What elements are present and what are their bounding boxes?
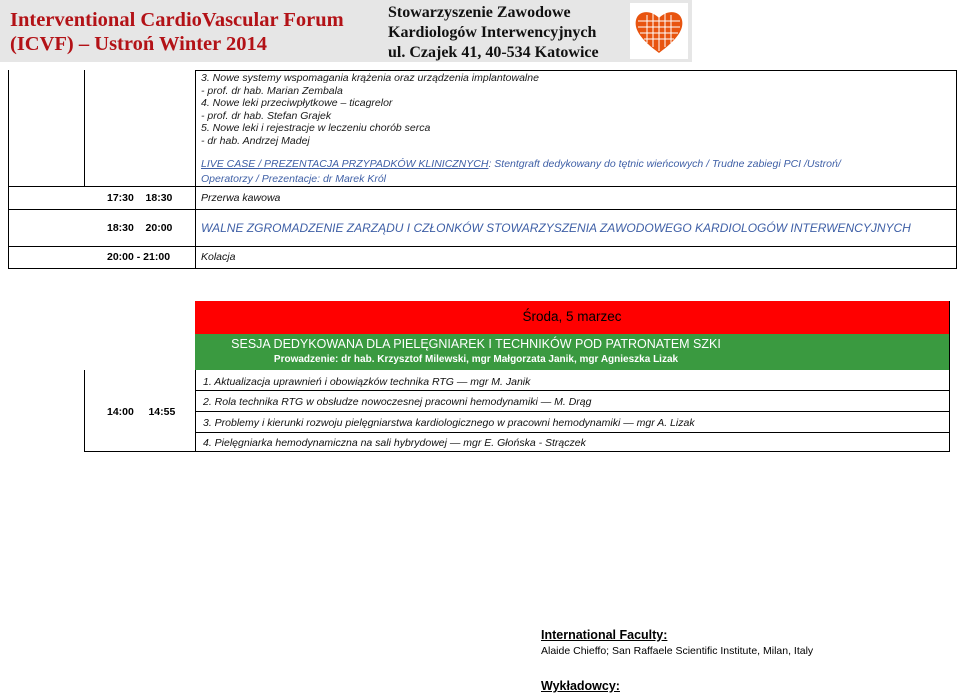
list-item: 5. Nowe leki i rejestracje w leczeniu chorób serca (201, 122, 431, 134)
org-line2: Kardiologów Interwencyjnych (388, 24, 597, 41)
event-title (10, 8, 344, 56)
list-item: - dr hab. Andrzej Madej (201, 134, 310, 147)
international-faculty-heading: International Faculty: (541, 628, 668, 642)
list-item: 3. Nowe systemy wspomagania krążenia oraz urządzenia implantowalne (201, 72, 539, 84)
organization-address (388, 3, 599, 63)
lecturers-heading: Wykładowcy: (541, 679, 620, 693)
session-chairs: Prowadzenie: dr hab. Krzysztof Milewski, mgr Małgorzata Janik, mgr Agnieszka Lizak (273, 354, 679, 365)
row-label: Przerwa kawowa (201, 192, 281, 204)
list-item: 4. Pielęgniarka hemodynamiczna na sali hybrydowej — mgr E. Głońska - Strączek (203, 437, 586, 449)
list-item: 3. Problemy i kierunki rozwoju pielęgniarstwa kardiologicznego w pracowni hemodynamiki — mgr A. Lizak (203, 417, 695, 429)
list-item: 2. Rola technika RTG w obsłudze nowoczesnej pracowni hemodynamiki — M. Drąg (203, 396, 592, 408)
live-case-operators: Operatorzy / Prezentacje: dr Marek Król (201, 173, 386, 185)
live-case-detail: : Stentgraft dedykowany do tętnic wieńcowych / Trudne zabiegi PCI /Ustroń/ (488, 158, 841, 170)
org-line1: Stowarzyszenie Zawodowe (388, 4, 571, 21)
session-list (201, 72, 539, 147)
event-title-line1: Interventional CardioVascular Forum (10, 9, 344, 31)
heart-cross-logo-icon (630, 3, 688, 59)
event-title-line2: (ICVF) – Ustroń Winter 2014 (10, 33, 268, 55)
row-time: 18:30 20:00 (107, 222, 173, 234)
list-item: - prof. dr hab. Marian Zembala (201, 84, 343, 97)
day-title: Środa, 5 marzec (522, 309, 622, 324)
list-item: 1. Aktualizacja uprawnień i obowiązków technika RTG — mgr M. Janik (203, 376, 531, 388)
live-case-line (201, 157, 841, 171)
list-item: 4. Nowe leki przeciwpłytkowe – ticagrelor (201, 97, 393, 109)
live-case-label: LIVE CASE / PREZENTACJA PRZYPADKÓW KLINICZNYCH (201, 158, 489, 170)
international-faculty-member: Alaide Chieffo; San Raffaele Scientific Institute, Milan, Italy (541, 645, 814, 657)
row-label: Kolacja (201, 251, 236, 263)
general-assembly-label: WALNE ZGROMADZENIE ZARZĄDU I CZŁONKÓW STOWARZYSZENIA ZAWODOWEGO KARDIOLOGÓW INTERWENCYJNYCH (201, 221, 911, 235)
list-item: - prof. dr hab. Stefan Grajek (201, 109, 332, 122)
org-line3: ul. Czajek 41, 40-534 Katowice (388, 44, 599, 61)
session-time: 14:00 14:55 (107, 406, 176, 418)
row-time: 17:30 18:30 (107, 192, 173, 204)
session-title: SESJA DEDYKOWANA DLA PIELĘGNIAREK I TECHNIKÓW POD PATRONATEM SZKI (231, 337, 721, 351)
row-time: 20:00 - 21:00 (107, 251, 171, 263)
